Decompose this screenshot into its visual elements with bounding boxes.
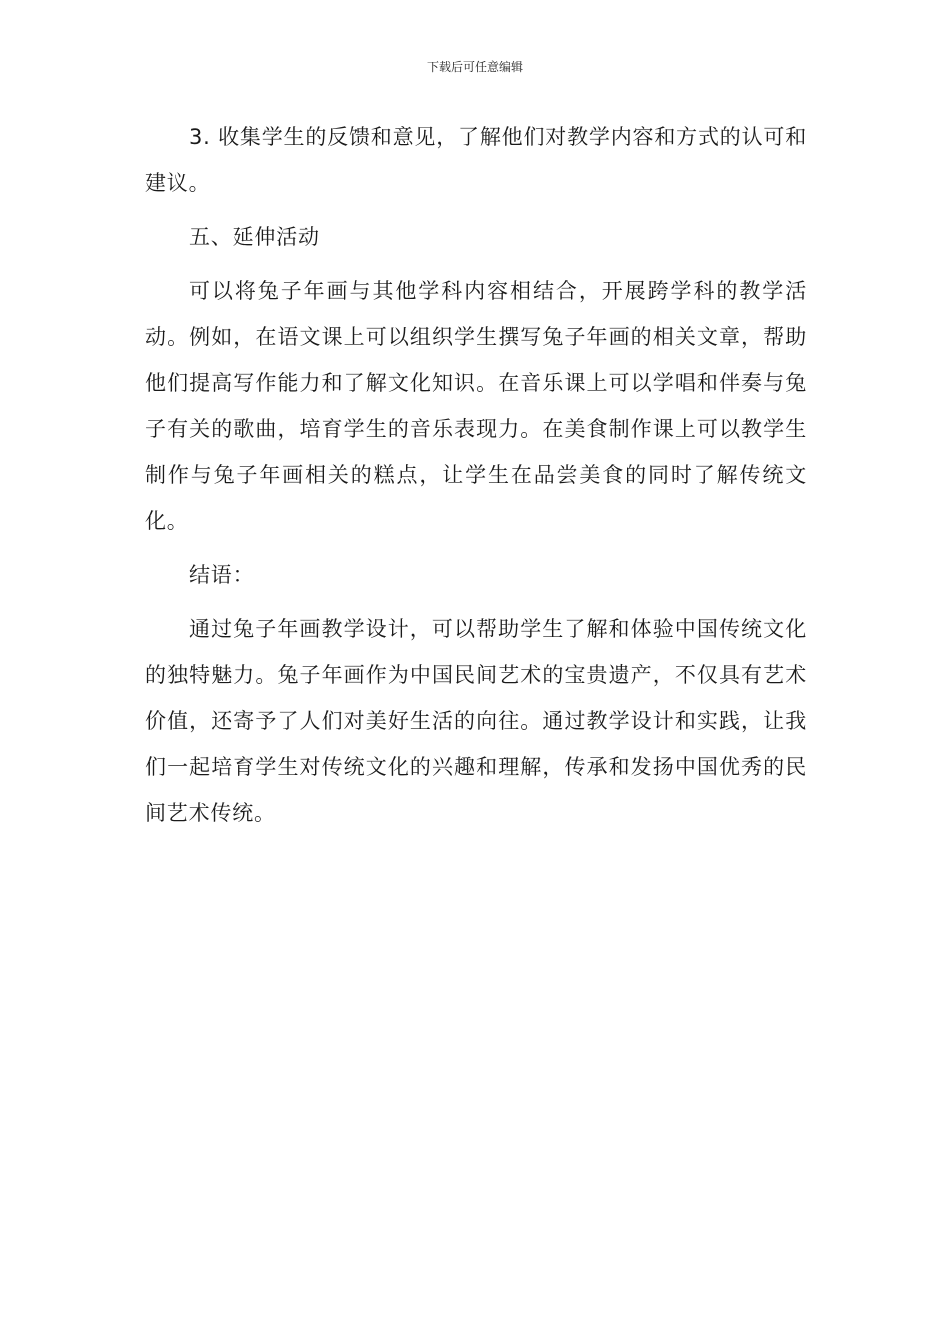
extension-activities-paragraph: 可以将兔子年画与其他学科内容相结合，开展跨学科的教学活动。例如，在语文课上可以组织学生撰写兔子年画的相关文章，帮助他们提高写作能力和了解文化知识。在音乐课上可以学唱和伴奏与兔子有关的歌曲，培育学生的音乐表现力。在美食制作课上可以教学生制作与兔子年画相关的糕点，让学生在品尝美食的同时了解传统文化。: [145, 279, 807, 533]
feedback-item-paragraph: 3. 收集学生的反馈和意见，了解他们对教学内容和方式的认可和建议。: [145, 125, 807, 195]
conclusion-heading: 结语：: [189, 563, 255, 587]
conclusion-paragraph: 通过兔子年画教学设计，可以帮助学生了解和体验中国传统文化的独特魅力。兔子年画作为中国民间艺术的宝贵遗产，不仅具有艺术价值，还寄予了人们对美好生活的向往。通过教学设计和实践，让我们一起培育学生对传统文化的兴趣和理解，传承和发扬中国优秀的民间艺术传统。: [145, 617, 807, 825]
page-header-note: 下载后可任意编辑: [426, 60, 523, 74]
document-body: [145, 114, 807, 836]
section-heading-extension-activities: 五、延伸活动: [189, 225, 320, 249]
